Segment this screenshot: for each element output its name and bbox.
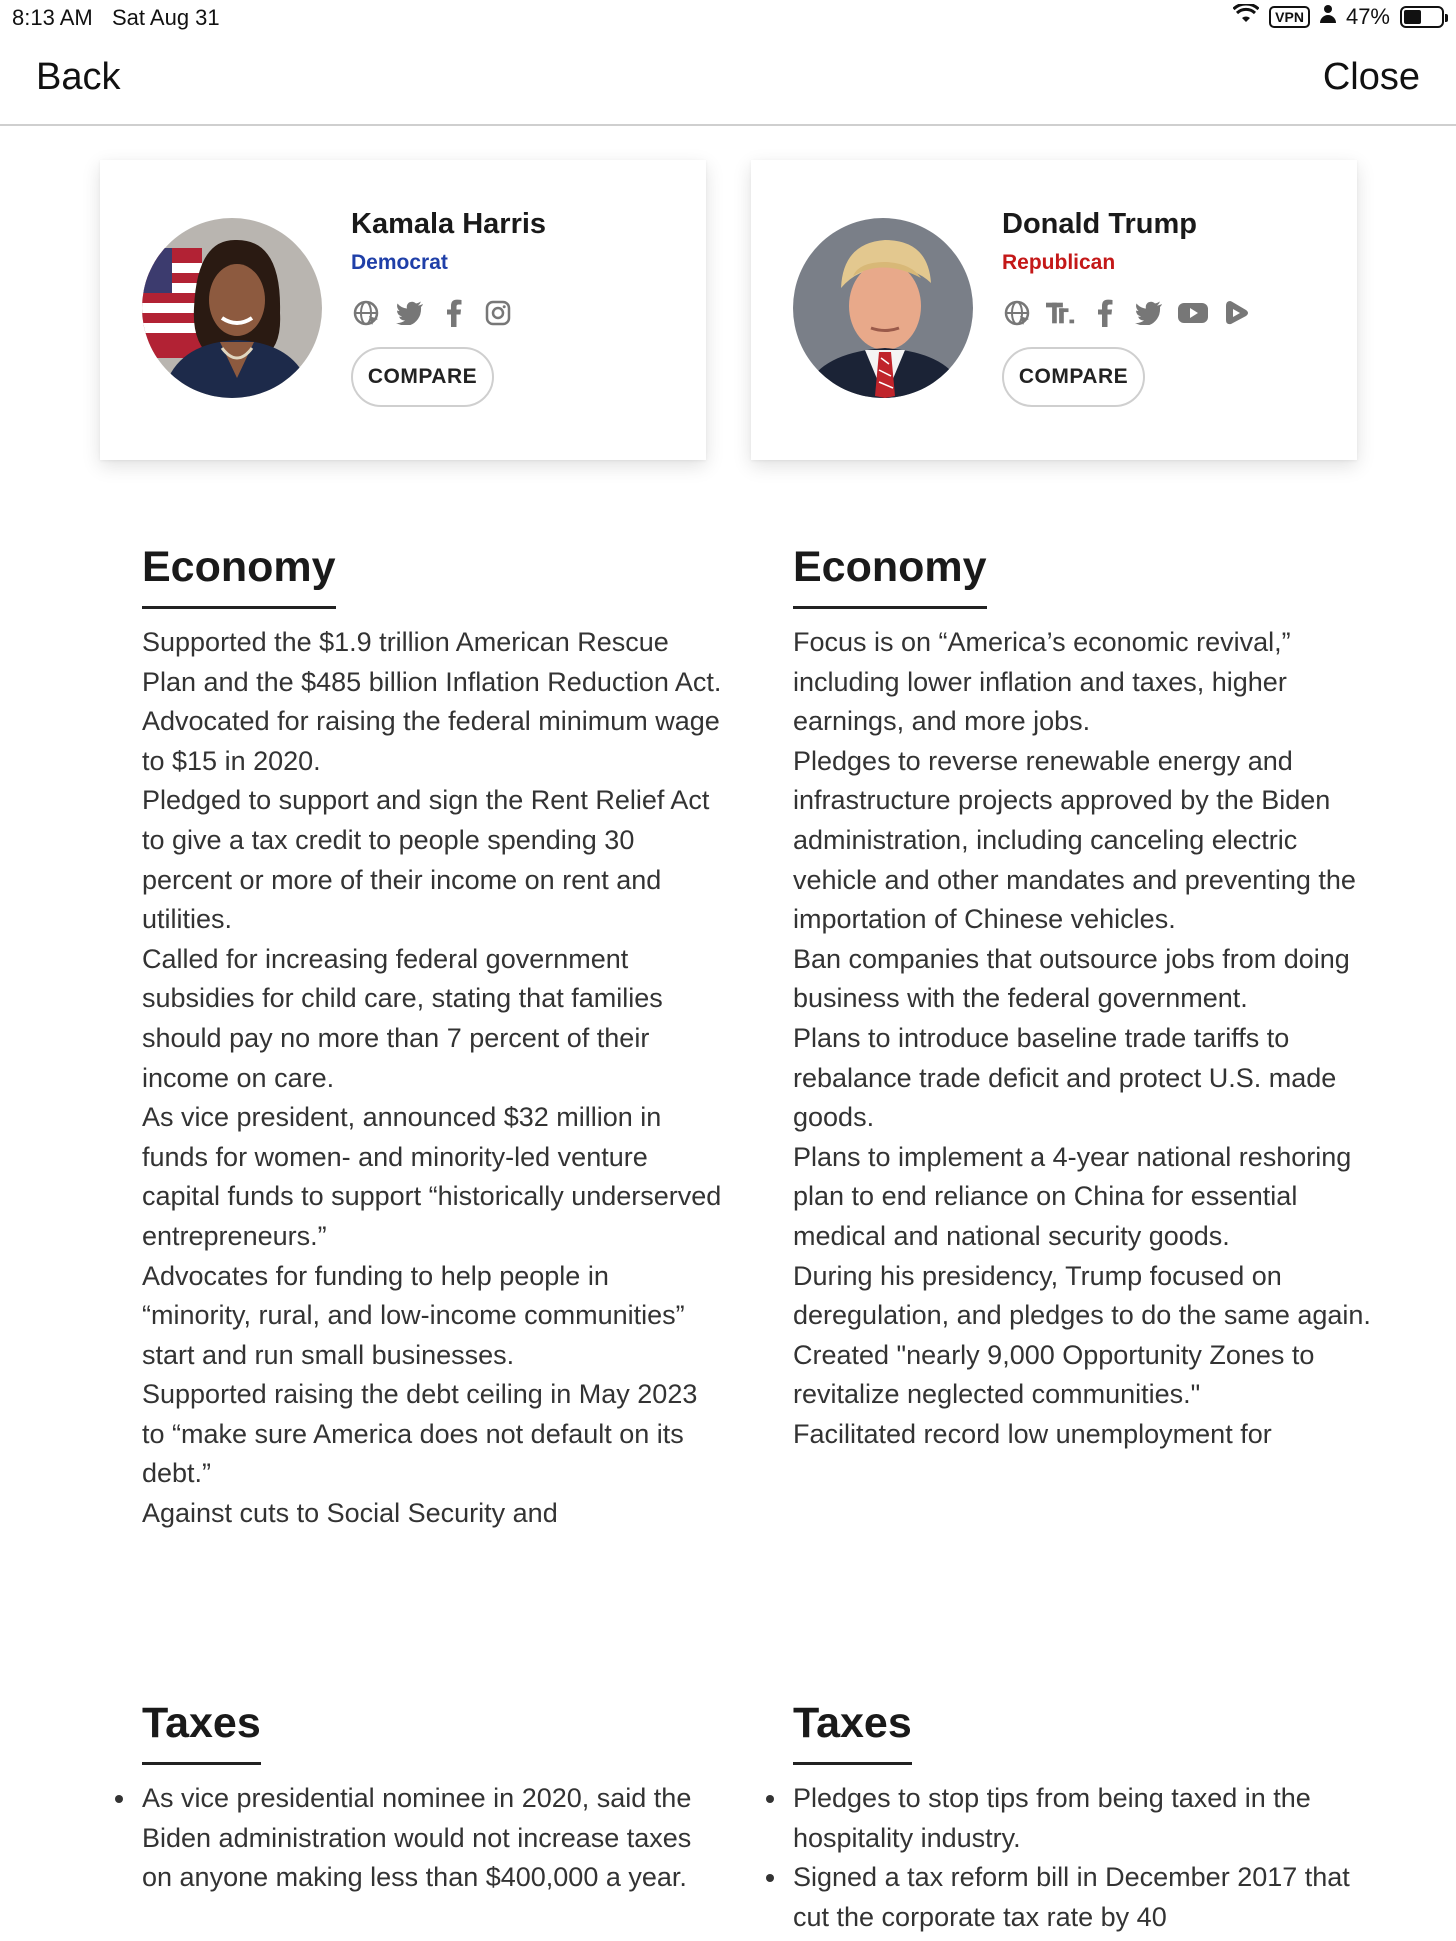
candidate-name: Donald Trump xyxy=(1002,208,1197,240)
taxes-list-harris xyxy=(142,1779,722,1898)
wifi-icon xyxy=(1233,4,1259,30)
avatar-trump xyxy=(793,218,973,398)
youtube-icon[interactable] xyxy=(1178,298,1208,328)
status-time: 8:13 AM xyxy=(12,5,93,30)
candidate-name: Kamala Harris xyxy=(351,208,547,240)
list-item: Created "nearly 9,000 Opportunity Zones to revitalize neglected communities." xyxy=(793,1336,1373,1415)
social-links xyxy=(1002,297,1252,329)
list-item: Focus is on “America’s economic revival,” including lower inflation and taxes, higher earnings, and more jobs. xyxy=(793,623,1373,742)
battery-icon xyxy=(1400,6,1444,28)
close-button[interactable]: Close xyxy=(1322,56,1420,98)
list-item: Signed a tax reform bill in December 2017 that cut the corporate tax rate by 40 xyxy=(793,1858,1373,1937)
website-icon[interactable] xyxy=(1002,298,1032,328)
status-date: Sat Aug 31 xyxy=(112,5,220,30)
list-item: As vice president, announced $32 million in funds for women- and minority-led venture capital funds to support “historically underserved entrepreneurs.” xyxy=(142,1098,722,1256)
list-item: Advocated for raising the federal minimum wage to $15 in 2020. xyxy=(142,702,722,781)
social-links xyxy=(351,297,546,329)
economy-section-trump xyxy=(793,543,1373,1618)
taxes-section-harris xyxy=(142,1699,722,1898)
back-button[interactable]: Back xyxy=(36,56,121,98)
section-heading: Economy xyxy=(793,543,987,609)
twitter-icon[interactable] xyxy=(1134,298,1164,328)
list-item: Facilitated record low unemployment for xyxy=(793,1415,1373,1455)
nav-bar xyxy=(0,36,1456,126)
list-item: Called for increasing federal government subsidies for child care, stating that families should pay no more than 7 percent of their income on care. xyxy=(142,940,722,1098)
candidate-party: Republican xyxy=(1002,251,1116,274)
section-heading: Taxes xyxy=(142,1699,261,1765)
economy-list-trump xyxy=(793,623,1373,1454)
section-heading: Taxes xyxy=(793,1699,912,1765)
list-item: Advocates for funding to help people in “minority, rural, and low-income communities” start and run small businesses. xyxy=(142,1257,722,1376)
status-right-group xyxy=(1233,4,1444,30)
facebook-icon[interactable] xyxy=(1090,298,1120,328)
status-bar xyxy=(0,0,1456,36)
truth-social-icon[interactable] xyxy=(1046,298,1076,328)
website-icon[interactable] xyxy=(351,298,381,328)
list-item: Ban companies that outsource jobs from doing business with the federal government. xyxy=(793,940,1373,1019)
list-item: Against cuts to Social Security and xyxy=(142,1494,722,1534)
economy-section-harris xyxy=(142,543,722,1618)
candidate-card-harris xyxy=(100,160,706,460)
person-icon xyxy=(1320,4,1336,30)
battery-percent: 47% xyxy=(1345,4,1390,29)
vpn-badge: VPN xyxy=(1269,6,1310,28)
rumble-icon[interactable] xyxy=(1222,298,1252,328)
taxes-list-trump xyxy=(793,1779,1373,1937)
section-heading: Economy xyxy=(142,543,336,609)
list-item: Supported raising the debt ceiling in May 2023 to “make sure America does not default on its debt.” xyxy=(142,1375,722,1494)
candidate-info-trump xyxy=(1002,208,1252,407)
candidate-info-harris xyxy=(351,208,546,407)
avatar-harris xyxy=(142,218,322,398)
facebook-icon[interactable] xyxy=(439,298,469,328)
list-item: Pledged to support and sign the Rent Relief Act to give a tax credit to people spending 30 percent or more of their income on rent and utilities. xyxy=(142,781,722,939)
twitter-icon[interactable] xyxy=(395,298,425,328)
list-item: Supported the $1.9 trillion American Rescue Plan and the $485 billion Inflation Reduction Act. xyxy=(142,623,722,702)
compare-button-trump[interactable]: COMPARE xyxy=(1002,347,1145,407)
compare-button-harris[interactable]: COMPARE xyxy=(351,347,494,407)
taxes-section-trump xyxy=(793,1699,1373,1937)
list-item: Plans to implement a 4-year national reshoring plan to end reliance on China for essential medical and national security goods. xyxy=(793,1138,1373,1257)
list-item: Plans to introduce baseline trade tariffs to rebalance trade deficit and protect U.S. made goods. xyxy=(793,1019,1373,1138)
candidate-card-trump xyxy=(751,160,1357,460)
list-item: Pledges to stop tips from being taxed in the hospitality industry. xyxy=(793,1779,1373,1858)
list-item: Pledges to reverse renewable energy and infrastructure projects approved by the Biden administration, including canceling electric vehicle and other mandates and preventing the importation of Chinese vehicles. xyxy=(793,742,1373,940)
instagram-icon[interactable] xyxy=(483,298,513,328)
list-item: As vice presidential nominee in 2020, said the Biden administration would not increase taxes on anyone making less than $400,000 a year. xyxy=(142,1779,722,1898)
economy-list-harris xyxy=(142,623,722,1534)
list-item: During his presidency, Trump focused on deregulation, and pledges to do the same again. xyxy=(793,1257,1373,1336)
candidate-party: Democrat xyxy=(351,251,448,274)
